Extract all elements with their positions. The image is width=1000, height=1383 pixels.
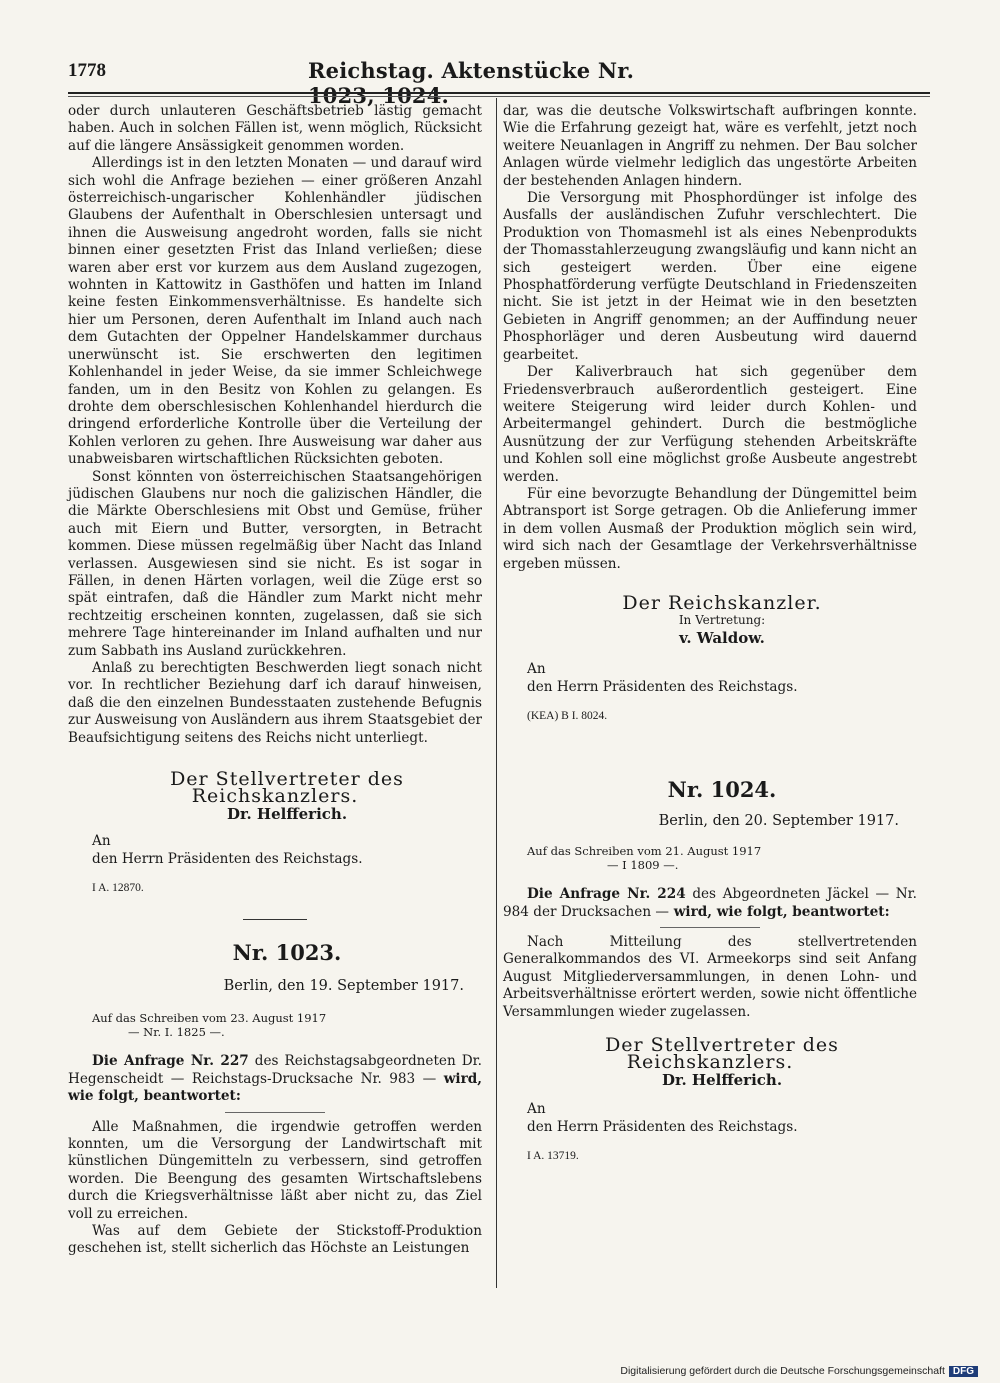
- anfrage-paragraph: [68, 1053, 482, 1105]
- rule: [660, 921, 760, 928]
- closing-title: Der Reichskanzler.: [622, 591, 822, 614]
- paragraph: Anlaß zu berechtigten Beschwerden liegt sonach nicht vor. In rechtlicher Beziehung darf ich darauf hinweisen, daß die den einzelnen Bundesstaaten zustehende Befugnis zur Ausweisung von Ausländern aus ihrem Staatsgebiet der Beaufsichtigung seitens des Reichs nicht unterliegt.: [68, 660, 482, 746]
- footer-text: Digitalisierung gefördert durch die Deutsche Forschungsgemeinschaft: [620, 1365, 945, 1377]
- reference-letter-number: — I 1809 —.: [607, 858, 679, 873]
- paragraph: Was auf dem Gebiete der Stickstoff-Produktion geschehen ist, stellt sicherlich das Höchste an Leistungen: [68, 1222, 482, 1257]
- rule: [225, 1106, 325, 1113]
- addressee-an: An: [527, 1101, 546, 1118]
- dfg-logo: DFG: [949, 1366, 978, 1377]
- signature: Dr. Helfferich.: [661, 1070, 783, 1089]
- footer-credit: [620, 1365, 978, 1377]
- reference-letter: Auf das Schreiben vom 23. August 1917: [92, 1011, 327, 1026]
- anfrage-title: Die Anfrage Nr. 224: [527, 886, 686, 903]
- paragraph: Alle Maßnahmen, die irgendwie getroffen werden konnten, um die Versorgung der Landwirtschaft mit künstlichen Düngemitteln zu verbessern, sind getroffen worden. Die Beengung des gesamten Wirtschaftslebens durch die Kriegsverhältnisse läßt aber nicht zu, das Ziel voll zu erreichen.: [68, 1118, 482, 1222]
- paragraph: Allerdings ist in den letzten Monaten — und darauf wird sich wohl die Anfrage beziehen — einer größeren Anzahl österreichisch-ungarischer Kohlenhändler jüdischen Glaubens der Aufenthalt in Oberschlesien untersagt und ihnen die Ausweisung angedroht worden, falls sie nicht binnen einer gesetzten Frist das Inland verließen; diese waren aber erst vor kurzem aus dem Ausland zugezogen, wohnten in Kattowitz in Gasthöfen und hatten im Inland keine festen Einkommensverhältnisse. Es handelte sich hier um Personen, deren Aufenthalt im Inland auch nach dem Gutachten der Oppelner Handelskammer durchaus unerwünscht ist. Sie erschwerten den legitimen Kohlenhandel in jeder Weise, da sie immer Schleichwege fanden, um in den Besitz von Kohlen zu gelangen. Es drohte dem oberschlesischen Kohlenhandel hierdurch die dringend erforderliche Kontrolle über die Verteilung der Kohlen verloren zu gehen. Ihre Ausweisung war daher aus unabweisbaren wirtschaftlichen Rücksichten geboten.: [68, 155, 482, 468]
- closing-title: Der Stellvertreter des Reichskanzlers.: [170, 768, 404, 808]
- paragraph: Sonst könnten von österreichischen Staatsangehörigen jüdischen Glaubens nur noch die galizischen Händler, die die Märkte Oberschlesiens mit Obst und Gemüse, früher auch mit Eiern und Butter, versorgten, in Betracht kommen. Diese müssen regelmäßig über Nacht das Inland verlassen. Ausgewiesen sind sie nicht. Es ist sogar in Fällen, in denen Härten vorlagen, weil die Züge erst so spät eintrafen, daß die Händler zum Markt nicht mehr rechtzeitig erscheinen konnten, zugelassen, daß sie sich mehrere Tage hintereinander im Inland aufhalten und nur zum Sabbath ins Ausland zurückkehren.: [68, 468, 482, 659]
- reference-number: (KEA) B I. 8024.: [527, 710, 608, 722]
- addressee: den Herrn Präsidenten des Reichstags.: [92, 850, 363, 867]
- paragraph: dar, was die deutsche Volkswirtschaft aufbringen konnte. Wie die Erfahrung gezeigt hat, wäre es verfehlt, jetzt noch weitere Neuanlagen in Angriff zu nehmen. Der Bau solcher Anlagen würde vielmehr lediglich das ungestörte Arbeiten der bestehenden Anlagen hindern.: [503, 103, 917, 189]
- anfrage-text: des Abgeordneten Jäckel — Nr. 984 der Drucksachen —: [503, 886, 917, 920]
- paragraph: oder durch unlauteren Geschäftsbetrieb lästig gemacht haben. Auch in solchen Fällen ist, wenn möglich, Rücksicht auf die längere Ansässigkeit genommen worden.: [68, 103, 482, 154]
- header-rule: [68, 92, 930, 94]
- place-date: Berlin, den 20. September 1917.: [658, 812, 899, 829]
- paragraph: Nach Mitteilung des stellvertretenden Generalkommandos des VI. Armeekorps sind seit Anfang August Mitgliederversammlungen, in denen Lohn- und Arbeitsverhältnisse erörtert werden, sowie nicht öffentliche Versammlungen wieder zugelassen.: [503, 934, 917, 1020]
- paragraph: Die Versorgung mit Phosphordünger ist infolge des Ausfalls der ausländischen Zufuhr verschlechtert. Die Produktion von Thomasmehl ist als eines Nebenprodukts der Thomasstahlerzeugung zwangsläufig und kann nicht an sich gesteigert werden. Über eine eigene Phosphatförderung verfügte Deutschland in Friedenszeiten nicht. Sie ist jetzt in der Heimat wie in den besetzten Gebieten in Angriff genommen; an der Auffindung neuer Phosphorläger und deren Ausbeutung wird dauernd gearbeitet.: [503, 190, 917, 363]
- header-title: Reichstag. Aktenstücke Nr. 1023, 1024.: [308, 58, 635, 108]
- anfrage-text: des Reichstagsabgeordneten Dr. Hegenscheidt — Reichstags-Drucksache Nr. 983 —: [68, 1053, 482, 1087]
- signature: v. Waldow.: [679, 628, 765, 647]
- page-header: [68, 56, 668, 108]
- reference-letter-number: — Nr. I. 1825 —.: [128, 1025, 225, 1040]
- right-column: [503, 103, 917, 1166]
- reference-letter: Auf das Schreiben vom 21. August 1917: [527, 844, 762, 859]
- reference-number: I A. 12870.: [92, 882, 144, 895]
- signature: Dr. Helfferich.: [226, 804, 348, 823]
- addressee-an: An: [527, 661, 546, 678]
- document-number: Nr. 1023.: [232, 940, 342, 966]
- paragraph: Der Kaliverbrauch hat sich gegenüber dem Friedensverbrauch außerordentlich gesteigert. Eine weitere Steigerung wird leider durch Kohlen- und Arbeitermangel gehindert. Durch die bestmögliche Ausnützung der zur Verfügung stehenden Arbeitskräfte und Kohlen soll eine möglichst große Ausbeute angestrebt werden.: [503, 364, 917, 485]
- anfrage-paragraph: [503, 886, 917, 921]
- vertretung-label: In Vertretung:: [678, 613, 766, 628]
- place-date: Berlin, den 19. September 1917.: [223, 977, 464, 994]
- reference-number: I A. 13719.: [527, 1150, 579, 1163]
- closing-title: Der Stellvertreter des Reichskanzlers.: [605, 1034, 839, 1074]
- addressee: den Herrn Präsidenten des Reichstags.: [527, 678, 798, 695]
- anfrage-answer: wird, wie folgt, beantwortet:: [68, 1070, 482, 1105]
- addressee-an: An: [92, 833, 111, 850]
- paragraph: Für eine bevorzugte Behandlung der Düngemittel beim Abtransport ist Sorge getragen. Ob die Anlieferung immer in dem vollen Ausmaß der Produktion möglich sein wird, wird sich nach der Gesamtlage der Verkehrsverhältnisse ergeben müssen.: [503, 485, 917, 572]
- header-rule-thin: [68, 96, 930, 97]
- column-divider: [496, 98, 497, 1288]
- document-number: Nr. 1024.: [667, 777, 777, 803]
- left-column: [68, 103, 482, 1258]
- page-number: 1778: [68, 60, 106, 81]
- addressee: den Herrn Präsidenten des Reichstags.: [527, 1118, 798, 1135]
- anfrage-answer: wird, wie folgt, beantwortet:: [669, 903, 890, 920]
- anfrage-title: Die Anfrage Nr. 227: [92, 1053, 249, 1070]
